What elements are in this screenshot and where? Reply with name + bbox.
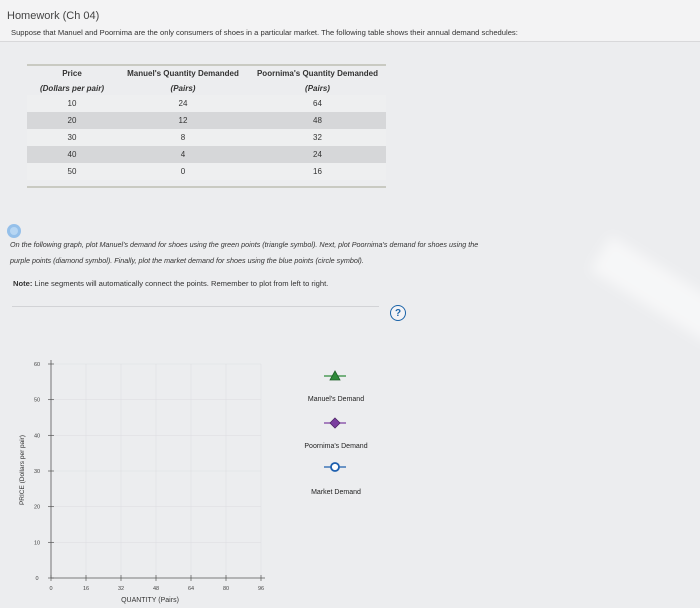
legend-manuel-label: Manuel's Demand [307, 396, 365, 403]
table-row [27, 163, 386, 180]
col-header-manuel: Manuel's Quantity Demanded [127, 69, 239, 78]
demand-graph[interactable] [0, 340, 700, 608]
table-cell: 24 [249, 146, 386, 163]
col-subheader-poornima: (Pairs) [305, 83, 330, 93]
table-cell: 10 [27, 95, 117, 112]
x-tick-label: 48 [152, 586, 160, 592]
question-intro: Suppose that Manuel and Poornima are the only consumers of shoes in a particular market. The following table shows their annual demand schedules: [11, 28, 518, 37]
table-row [27, 146, 386, 163]
table-row [27, 95, 386, 112]
legend-poornima-label: Poornima's Demand [304, 443, 368, 450]
circle-icon[interactable] [331, 463, 339, 471]
homework-title: Homework (Ch 04) [7, 10, 100, 22]
graph-axes [51, 360, 265, 578]
demand-schedule-table [27, 64, 386, 188]
x-tick-label: 32 [117, 586, 125, 592]
table-cell: 8 [117, 129, 249, 146]
y-tick-label: 30 [33, 469, 41, 475]
table-cell: 4 [117, 146, 249, 163]
table-cell: 20 [27, 112, 117, 129]
y-tick-label: 40 [33, 433, 41, 440]
x-axis-ticks [49, 575, 264, 592]
graph-instructions [10, 237, 620, 269]
table-cell: 16 [249, 163, 386, 180]
col-header-poornima: Poornima's Quantity Demanded [256, 69, 379, 78]
table-cell: 64 [249, 95, 386, 112]
col-subheader-manuel: (Pairs) [170, 83, 196, 93]
x-tick-label: 64 [187, 586, 195, 592]
x-tick-label: 16 [82, 586, 90, 592]
y-tick-label: 50 [33, 397, 41, 404]
legend-poornima[interactable] [324, 418, 346, 428]
x-tick-label: 96 [257, 586, 265, 592]
table-cell: 24 [117, 95, 249, 112]
y-tick-label: 20 [33, 504, 41, 511]
col-subheader-price: (Dollars per pair) [39, 83, 104, 93]
x-axis-label: QUANTITY (Pairs) [121, 597, 179, 604]
table-row [27, 112, 386, 129]
table-cell: 48 [249, 112, 386, 129]
legend-manuel[interactable] [324, 371, 346, 380]
table-row [27, 129, 386, 146]
table-cell: 50 [27, 163, 117, 180]
note-text: Line segments will automatically connect the points. Remember to plot from left to right. [34, 279, 329, 288]
legend [304, 371, 367, 496]
table-cell: 30 [27, 129, 117, 146]
table-bottom-rule [27, 186, 386, 188]
diamond-icon[interactable] [330, 418, 340, 428]
y-tick-label: 10 [33, 540, 41, 547]
table-cell: 12 [117, 112, 249, 129]
help-button[interactable]: ? [390, 305, 406, 321]
instructions-line-1: On the following graph, plot Manuel's demand for shoes using the green points (triangle symbol). Next, plot Poornima's demand for shoes using the [10, 240, 479, 249]
y-tick-label: 60 [33, 362, 41, 368]
graph-grid [51, 364, 261, 578]
note [13, 279, 328, 288]
table-cell: 40 [27, 146, 117, 163]
x-tick-label: 0 [49, 586, 53, 592]
instructions-line-2: purple points (diamond symbol). Finally, plot the market demand for shoes using the blue points (circle symbol). [10, 256, 364, 265]
y-axis-label: PRICE (Dollars per pair) [19, 434, 26, 506]
screen-glare [590, 236, 700, 344]
col-header-price: Price [62, 69, 82, 78]
x-tick-label: 80 [222, 586, 230, 592]
legend-market-label: Market Demand [311, 489, 361, 496]
table-cell: 0 [117, 163, 249, 180]
section-divider [12, 306, 379, 307]
note-label: Note: [13, 279, 33, 288]
legend-market[interactable] [324, 463, 346, 471]
table-cell: 32 [249, 129, 386, 146]
y-tick-label: 0 [35, 576, 39, 582]
